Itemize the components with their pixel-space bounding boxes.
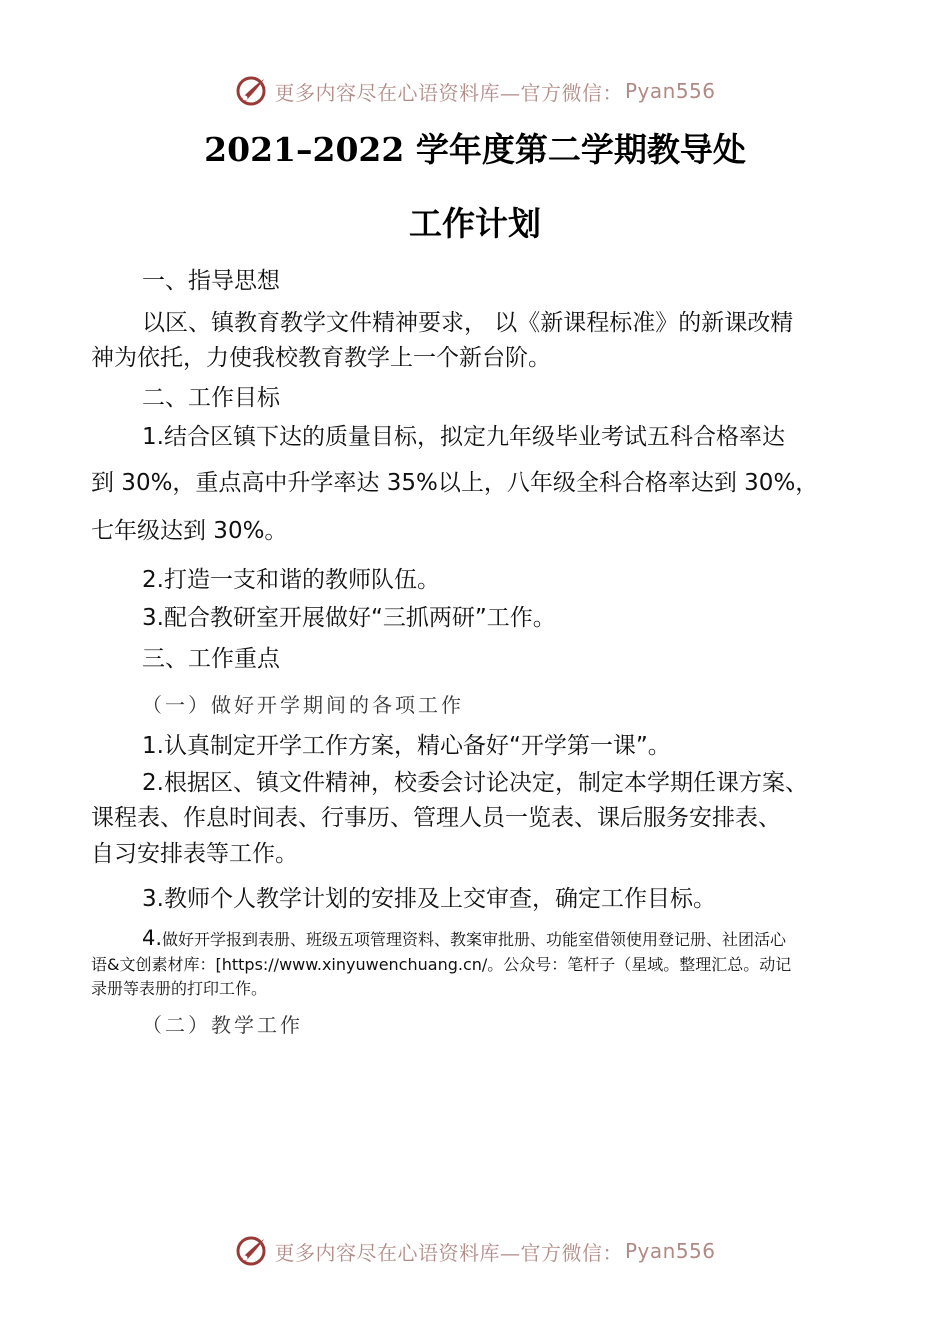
paragraph-line-small: 语&文创素材库：[https://www.xinyuwenchuang.cn/。公众号：笔杆子（星域。整理汇总。动记 — [91, 955, 792, 974]
paragraph-line: 2.打造一支和谐的教师队伍。 — [142, 567, 440, 593]
paragraph-line: 1.结合区镇下达的质量目标，拟定九年级毕业考试五科合格率达 — [142, 424, 785, 450]
paragraph-line: 神为依托，力使我校教育教学上一个新台阶。 — [91, 345, 551, 371]
paragraph-line: 2.根据区、镇文件精神，校委会讨论决定，制定本学期任课方案、 — [142, 770, 808, 796]
section-heading-guiding-ideology: 一、指导思想 — [142, 268, 280, 294]
watermark-wechat-id: Pyan556 — [624, 79, 716, 103]
paragraph-line: 1.认真制定开学工作方案，精心备好“开学第一课”。 — [142, 733, 671, 759]
brush-logo-icon — [234, 74, 268, 108]
watermark-footer — [0, 1234, 950, 1268]
paragraph-line: 3.教师个人教学计划的安排及上交审查，确定工作目标。 — [142, 886, 716, 912]
paragraph-text: 做好开学报到表册、班级五项管理资料、教案审批册、功能室借领使用登记册、社团活心 — [162, 930, 787, 949]
watermark-text: 更多内容尽在心语资料库—官方微信： — [274, 80, 623, 105]
brush-logo-icon — [234, 1234, 268, 1268]
document-title-line-1: 2021–2022 学年度第二学期教导处 — [204, 130, 746, 169]
paragraph-line: 课程表、作息时间表、行事历、管理人员一览表、课后服务安排表、 — [91, 805, 781, 831]
paragraph-line: 3.配合教研室开展做好“三抓两研”工作。 — [142, 605, 556, 631]
paragraph-line-small: 录册等表册的打印工作。 — [91, 979, 268, 998]
watermark-wechat-id: Pyan556 — [624, 1239, 716, 1263]
paragraph-line-small — [142, 926, 786, 952]
document-title-line-2: 工作计划 — [409, 204, 541, 243]
paragraph-line: 以区、镇教育教学文件精神要求， 以《新课程标准》的新课改精 — [142, 310, 794, 336]
paragraph-line: 到 30%，重点高中升学率达 35%以上，八年级全科合格率达到 30%， — [91, 470, 819, 496]
paragraph-line: 七年级达到 30%。 — [91, 518, 288, 544]
subsection-heading-teaching-work: （二）教学工作 — [142, 1013, 303, 1037]
watermark-header — [0, 74, 950, 108]
item-number: 4. — [142, 926, 163, 950]
paragraph-line: 自习安排表等工作。 — [91, 841, 298, 867]
subsection-heading-semester-start: （一）做好开学期间的各项工作 — [142, 693, 464, 717]
watermark-text: 更多内容尽在心语资料库—官方微信： — [274, 1240, 623, 1265]
section-heading-work-focus: 三、工作重点 — [142, 646, 280, 672]
section-heading-work-goals: 二、工作目标 — [142, 385, 280, 411]
